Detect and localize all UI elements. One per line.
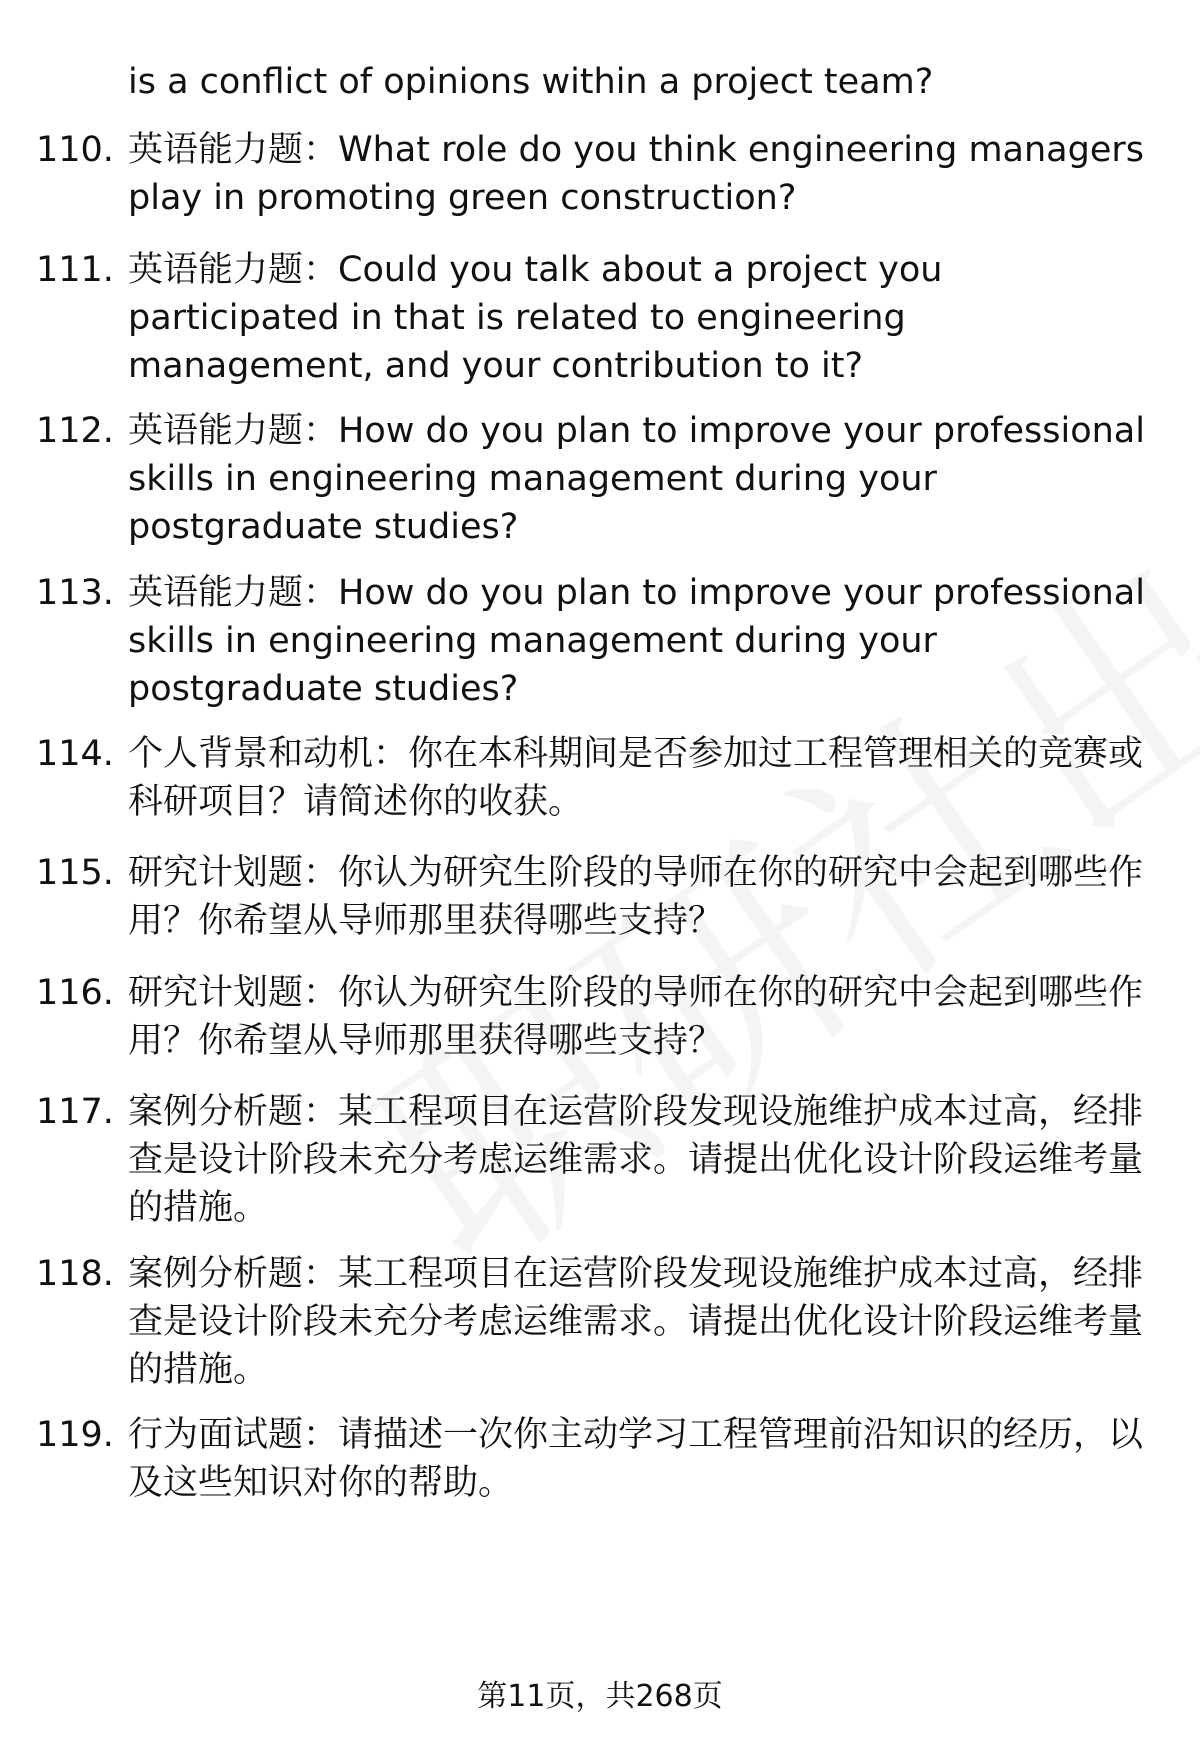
question-text: 研究计划题：你认为研究生阶段的导师在你的研究中会起到哪些作用？你希望从导师那里获得哪些支持？ bbox=[128, 973, 1144, 1061]
question-number: 110. bbox=[36, 130, 114, 170]
question-number: 114. bbox=[36, 734, 114, 774]
question-text: 案例分析题：某工程项目在运营阶段发现设施维护成本过高，经排查是设计阶段未充分考虑运维需求。请提出优化设计阶段运维考量的措施。 bbox=[128, 1092, 1144, 1228]
question-number: 117. bbox=[36, 1092, 114, 1132]
question-number: 115. bbox=[36, 853, 114, 893]
question-number: 118. bbox=[36, 1254, 114, 1294]
question-text: 个人背景和动机：你在本科期间是否参加过工程管理相关的竞赛或科研项目？请简述你的收获。 bbox=[128, 734, 1144, 822]
question-number: 113. bbox=[36, 573, 114, 613]
question-item-114 bbox=[36, 730, 1160, 826]
question-item-118 bbox=[36, 1250, 1160, 1394]
question-number: 116. bbox=[36, 973, 114, 1013]
question-text: 英语能力题：Could you talk about a project you participated in that is related to engineering management, and your contribution to it? bbox=[128, 250, 943, 386]
question-number: 119. bbox=[36, 1415, 114, 1455]
question-text: 研究计划题：你认为研究生阶段的导师在你的研究中会起到哪些作用？你希望从导师那里获得哪些支持？ bbox=[128, 853, 1144, 941]
question-text: 英语能力题：What role do you think engineering managers play in promoting green construction? bbox=[128, 130, 1144, 218]
question-text: 案例分析题：某工程项目在运营阶段发现设施维护成本过高，经排查是设计阶段未充分考虑运维需求。请提出优化设计阶段运维考量的措施。 bbox=[128, 1254, 1144, 1390]
question-item-117 bbox=[36, 1088, 1160, 1232]
question-item-115 bbox=[36, 849, 1160, 945]
question-text: 英语能力题：How do you plan to improve your professional skills in engineering management during your postgraduate studies? bbox=[128, 411, 1145, 547]
question-item-110 bbox=[36, 126, 1160, 222]
question-item-113 bbox=[36, 569, 1160, 713]
question-item-116 bbox=[36, 969, 1160, 1065]
question-item-119 bbox=[36, 1411, 1160, 1507]
question-text: 英语能力题：How do you plan to improve your professional skills in engineering management during your postgraduate studies? bbox=[128, 573, 1145, 709]
question-item-111 bbox=[36, 246, 1160, 390]
continued-question-text: is a conflict of opinions within a project team? bbox=[128, 62, 934, 102]
question-text: 行为面试题：请描述一次你主动学习工程管理前沿知识的经历，以及这些知识对你的帮助。 bbox=[128, 1415, 1144, 1503]
question-number: 111. bbox=[36, 250, 114, 290]
question-item-112 bbox=[36, 407, 1160, 551]
page-number-footer: 第11页，共268页 bbox=[477, 1679, 723, 1714]
question-number: 112. bbox=[36, 411, 114, 451]
